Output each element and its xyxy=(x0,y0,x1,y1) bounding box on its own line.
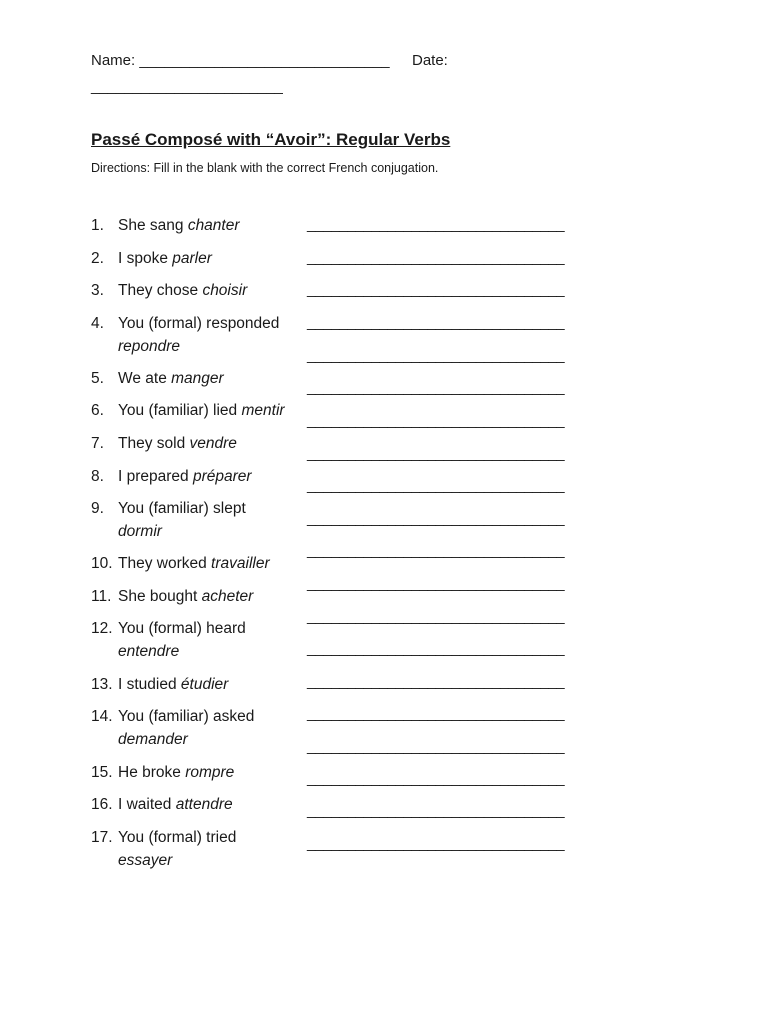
item-infinitive: repondre xyxy=(118,338,181,355)
item-prompt: You (familiar) slept xyxy=(118,500,246,517)
exercise-item xyxy=(91,399,306,422)
item-number: 3. xyxy=(91,282,104,299)
item-prompt: You (formal) tried xyxy=(118,829,237,846)
item-infinitive: entendre xyxy=(118,643,180,660)
item-infinitive: étudier xyxy=(180,676,229,693)
answer-blank[interactable]: ________________________________ xyxy=(307,249,565,266)
item-number: 5. xyxy=(91,370,104,387)
item-number: 10. xyxy=(91,555,113,572)
item-prompt: We ate xyxy=(118,370,172,387)
exercise-item xyxy=(91,214,306,237)
name-label: Name: xyxy=(91,52,136,69)
item-number: 7. xyxy=(91,435,104,452)
item-number: 12. xyxy=(91,620,113,637)
answer-blank[interactable]: ________________________________ xyxy=(307,770,565,787)
exercise-item xyxy=(91,312,306,358)
exercise-item xyxy=(91,497,306,543)
answer-blank[interactable]: ________________________________ xyxy=(307,510,565,527)
item-prompt: I prepared xyxy=(118,468,193,485)
item-number: 6. xyxy=(91,402,104,419)
date-label: Date: xyxy=(411,52,448,69)
answer-blank[interactable]: ________________________________ xyxy=(307,705,565,722)
item-prompt: You (familiar) lied xyxy=(118,402,242,419)
answer-blank[interactable]: ________________________________ xyxy=(307,445,565,462)
item-prompt: You (familiar) asked xyxy=(118,708,255,725)
answer-blank[interactable]: ________________________________ xyxy=(307,216,565,233)
item-infinitive: essayer xyxy=(118,852,173,869)
answer-blank[interactable]: ________________________________ xyxy=(307,281,565,298)
item-infinitive: parler xyxy=(172,250,212,267)
item-number: 17. xyxy=(91,829,113,846)
exercise-item xyxy=(91,673,306,696)
name-blank: ______________________________ xyxy=(139,52,390,69)
exercise-item xyxy=(91,585,306,608)
item-infinitive: choisir xyxy=(202,282,248,299)
date-blank: _______________________ xyxy=(91,78,283,95)
answer-blank[interactable]: ________________________________ xyxy=(307,575,565,592)
item-prompt: He broke xyxy=(118,764,186,781)
answer-blank[interactable]: ________________________________ xyxy=(307,835,565,852)
item-prompt: I waited xyxy=(118,796,176,813)
answer-blank[interactable]: ________________________________ xyxy=(307,477,565,494)
answer-blank[interactable]: ________________________________ xyxy=(307,379,565,396)
answer-blank[interactable]: ________________________________ xyxy=(307,542,565,559)
item-prompt: She sang xyxy=(118,217,188,234)
item-number: 1. xyxy=(91,217,104,234)
answer-blank[interactable]: ________________________________ xyxy=(307,608,565,625)
item-infinitive: dormir xyxy=(118,523,162,540)
item-infinitive: travailler xyxy=(211,555,270,572)
exercise-item xyxy=(91,793,306,816)
item-infinitive: attendre xyxy=(175,796,233,813)
answer-blank[interactable]: ________________________________ xyxy=(307,640,565,657)
answer-blank[interactable]: ________________________________ xyxy=(307,673,565,690)
item-number: 8. xyxy=(91,468,104,485)
item-infinitive: mentir xyxy=(241,402,285,419)
answer-blank[interactable]: ________________________________ xyxy=(307,314,565,331)
answer-blank[interactable]: ________________________________ xyxy=(307,738,565,755)
exercise-item xyxy=(91,279,306,302)
exercise-item xyxy=(91,552,306,575)
item-number: 9. xyxy=(91,500,104,517)
exercise-item xyxy=(91,761,306,784)
item-prompt: I studied xyxy=(118,676,181,693)
item-infinitive: préparer xyxy=(192,468,252,485)
item-prompt: I spoke xyxy=(118,250,173,267)
item-number: 4. xyxy=(91,315,104,332)
item-infinitive: rompre xyxy=(185,764,235,781)
item-infinitive: manger xyxy=(171,370,224,387)
item-number: 15. xyxy=(91,764,113,781)
item-prompt: They worked xyxy=(118,555,212,572)
name-date-line xyxy=(91,52,448,69)
answer-blank[interactable]: ________________________________ xyxy=(307,412,565,429)
item-infinitive: chanter xyxy=(187,217,240,234)
item-prompt: She bought xyxy=(118,588,202,605)
exercise-item xyxy=(91,617,306,663)
exercise-item xyxy=(91,247,306,270)
worksheet-title: Passé Composé with “Avoir”: Regular Verbs xyxy=(91,130,451,149)
exercise-item xyxy=(91,705,306,751)
exercise-item xyxy=(91,432,306,455)
exercise-item xyxy=(91,465,306,488)
item-number: 2. xyxy=(91,250,104,267)
item-prompt: They sold xyxy=(118,435,190,452)
item-number: 16. xyxy=(91,796,113,813)
item-prompt: They chose xyxy=(118,282,203,299)
item-infinitive: acheter xyxy=(201,588,254,605)
item-number: 13. xyxy=(91,676,113,693)
answer-blank[interactable]: ________________________________ xyxy=(307,802,565,819)
exercise-item xyxy=(91,826,306,872)
item-infinitive: vendre xyxy=(189,435,237,452)
item-infinitive: demander xyxy=(118,731,188,748)
exercise-item xyxy=(91,367,306,390)
item-number: 11. xyxy=(91,588,112,605)
directions-text: Directions: Fill in the blank with the correct French conjugation. xyxy=(91,161,439,175)
item-prompt: You (formal) responded xyxy=(118,315,280,332)
item-prompt: You (formal) heard xyxy=(118,620,246,637)
item-number: 14. xyxy=(91,708,113,725)
answer-blank[interactable]: ________________________________ xyxy=(307,347,565,364)
